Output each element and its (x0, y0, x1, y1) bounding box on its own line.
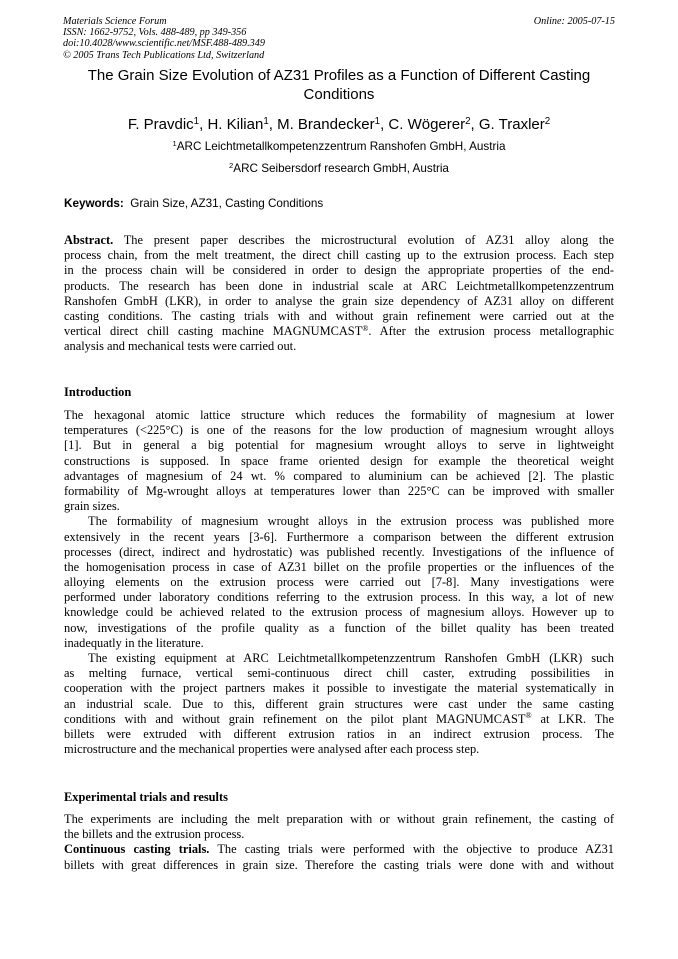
intro-line: now, investigations of the profile quality as a function of the billet quality has been treated (64, 620, 614, 635)
author-list (48, 116, 630, 136)
intro-line: cooperation with the project partners makes it possible to investigate the material systematically in (64, 681, 614, 696)
keywords-label: Keywords: (64, 197, 124, 210)
intro-line: [1]. But in general a big potential for magnesium wrought alloys to serve in lightweight (64, 438, 614, 453)
intro-line: advantages of magnesium of 24 wt. % compared to aluminium can be achieved [2]. The plastic (64, 468, 614, 483)
section-heading-introduction: Introduction (64, 385, 132, 399)
keywords (64, 197, 614, 211)
intro-line: The formability of magnesium wrought alloys in the extrusion process was published more (88, 514, 614, 529)
doi-line: doi:10.4028/www.scientific.net/MSF.488-489.349 (63, 38, 265, 50)
intro-line: The existing equipment at ARC Leichtmetallkompetenzzentrum Ranshofen GmbH (LKR) such (88, 651, 614, 665)
keywords-text: Grain Size, AZ31, Casting Conditions (130, 197, 324, 210)
experimental-line: the billets and the extrusion process. (64, 827, 245, 842)
intro-line: formability of Mg-wrought alloys at temperatures lower than 225°C can be improved with smaller (64, 483, 614, 498)
title-line-1: The Grain Size Evolution of AZ31 Profiles as a Function of Different Casting (87, 67, 591, 84)
abstract (64, 233, 614, 355)
abstract-line: process chain, from the melt treatment, the direct chill casting up to the extrusion process. Each step (64, 248, 614, 263)
abstract-line: Abstract. The present paper describes the microstructural evolution of AZ31 alloy along the (64, 233, 615, 247)
journal-header (63, 16, 615, 61)
intro-line: temperatures (<225°C) is one of the reasons for the low production of magnesium wrought alloys (64, 423, 614, 438)
abstract-line: in the process chain will be considered in order to design the appropriate properties of the end- (64, 263, 614, 278)
author: F. Pravdic$^1$, (127, 115, 208, 133)
online-date: Online: 2005-07-15 (533, 16, 615, 27)
intro-line: knowledge could be achieved related to the extrusion process of magnesium alloys. However up to (64, 605, 614, 620)
intro-line: grain sizes. (64, 499, 120, 514)
abstract-line: casting conditions. The casting trials with and without grain refinement were carried out at the (64, 308, 614, 323)
intro-line: microstructure and the mechanical properties were analysed after each process step. (64, 742, 480, 757)
section-heading-experimental: Experimental trials and results (64, 790, 228, 804)
abstract-line: products. The research has been done in industrial scale at ARC Leichtmetallkompetenzzentrum (64, 278, 614, 293)
intro-line: constructions is supposed. In space frame oriented design for example the theoretical weight (64, 453, 614, 468)
intro-line: processes (direct, indirect and hydrostatic) was published recently. Investigations of the influence of (64, 544, 614, 559)
abstract-line: Ranshofen GmbH (LKR), in order to analyse the grain size dependency of AZ31 alloy on different (64, 293, 614, 308)
experimental-line: billets with great differences in grain size. Therefore the casting trials were done with and without (64, 857, 614, 872)
intro-line: the homogenisation process in case of AZ31 billet on the profile properties or the influences of the (64, 559, 614, 574)
paper-title (48, 67, 630, 104)
experimental-body (64, 812, 614, 873)
author: C. Wögerer$^2$, (388, 115, 479, 133)
intro-line: billets were extruded with different extrusion ratios in an indirect extrusion process. The (64, 726, 614, 741)
affiliation-2: $^2$ARC Seibersdorf research GmbH, Austria (229, 160, 449, 175)
experimental-line: The experiments are including the melt preparation with or without grain refinement, the casting of (64, 812, 614, 826)
abstract-line: analysis and mechanical tests were carried out. (64, 339, 297, 354)
author: H. Kilian$^1$, (207, 115, 278, 133)
affiliation-1: $^1$ARC Leichtmetallkompetenzzentrum Ranshofen GmbH, Austria (172, 138, 506, 153)
abstract-line: vertical direct chill casting machine MAGNUMCAST®. After the extrusion process metallographic (64, 323, 614, 339)
subsection-label-casting: Continuous casting trials. (64, 842, 210, 857)
intro-line: alloying elements on the extrusion process were carried out [7-8]. Many investigations were (64, 575, 614, 590)
author: M. Brandecker$^1$, (277, 115, 389, 133)
intro-line: conditions with and without grain refinement on the pilot plant MAGNUMCAST® at LKR. The (64, 711, 614, 726)
intro-line: as melting furnace, vertical semi-continuous direct chill caster, extruding possibilities in (64, 666, 614, 681)
introduction-body (64, 408, 614, 757)
intro-line: inadequatly in the literature. (64, 635, 204, 650)
title-line-2: Conditions (303, 85, 375, 103)
copyright-line: © 2005 Trans Tech Publications Ltd, Switzerland (63, 49, 265, 61)
intro-line: performed under laboratory conditions referring to the extrusion process. In this way, a lot of new (64, 590, 614, 605)
intro-line: extensively in the recent years [3-6]. Furthermore a comparison between the different extrusion (64, 529, 614, 544)
intro-line: The hexagonal atomic lattice structure which reduces the formability of magnesium at lower (64, 408, 614, 422)
issn-line: ISSN: 1662-9752, Vols. 488-489, pp 349-356 (63, 27, 247, 39)
intro-line: an industrial scale. Due to this, different grain structures were cast under the same casting (64, 696, 614, 711)
experimental-line: Continuous casting trials. The casting trials were performed with the objective to produce AZ31 (64, 842, 614, 857)
abstract-label: Abstract. (64, 233, 114, 247)
author: G. Traxler$^2$ (478, 115, 551, 133)
journal-name: Materials Science Forum (63, 16, 167, 27)
